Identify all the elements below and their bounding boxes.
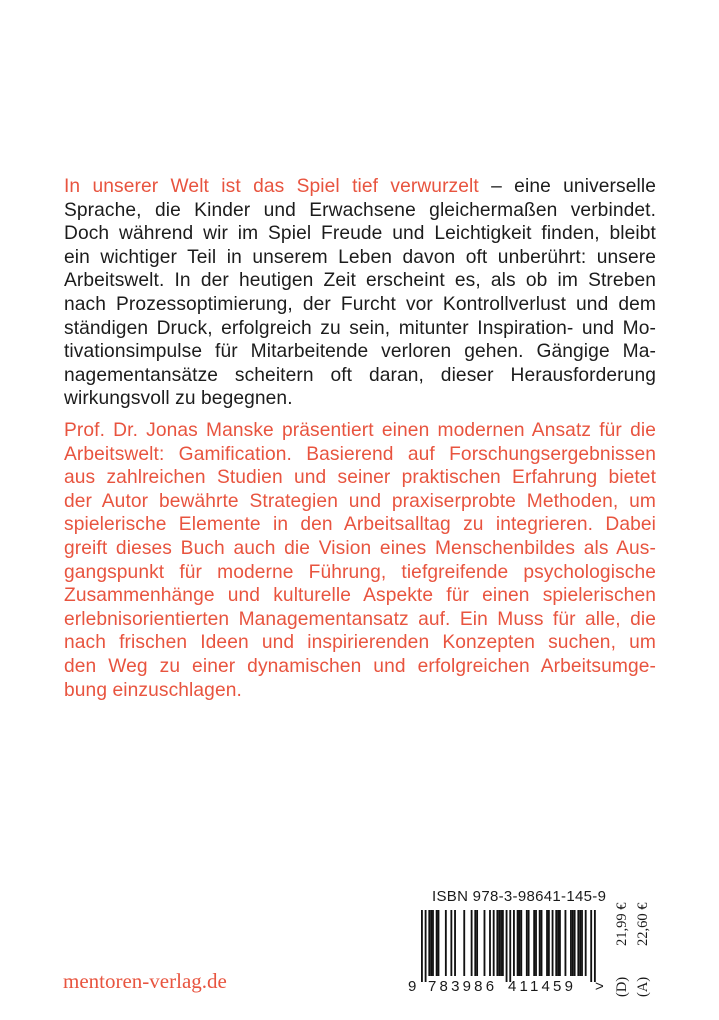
author-line: greift dieses Buch auch die Vision eines Menschenbildes als Aus- — [64, 537, 656, 559]
barcode-digit-first: 9 — [408, 978, 417, 995]
barcode-bar — [421, 910, 423, 982]
author-line: der Autor bewährte Strategien und praxiserprobte Methoden, um — [64, 490, 656, 512]
author-line: aus zahlreichen Studien und seiner praktischen Erfahrung bietet — [64, 467, 656, 489]
author-line: bung einzuschlagen. — [64, 679, 242, 701]
intro-line: Sprache, die Kinder und Erwachsene gleichermaßen verbindet. — [64, 199, 656, 221]
barcode-bar — [520, 910, 522, 976]
author-line: gangspunkt für moderne Führung, tiefgreifende psychologische — [64, 561, 656, 583]
price-country-austria: (A) — [635, 976, 651, 997]
author-line: erlebnisorientierten Managementansatz auf. Ein Muss für alle, die — [64, 608, 656, 630]
publisher-website: mentoren-verlag.de — [63, 969, 227, 993]
price-country-germany: (D) — [614, 976, 630, 997]
intro-line: ständigen Druck, erfolgreich zu sein, mitunter Inspiration- und Mo- — [64, 317, 656, 339]
barcode-bar — [548, 910, 550, 976]
barcode-bar — [574, 910, 576, 976]
barcode-bars — [421, 910, 599, 982]
barcode-bar — [528, 910, 530, 976]
barcode-bar — [555, 910, 557, 976]
barcode-bar — [438, 910, 440, 976]
barcode-block — [408, 888, 608, 1000]
barcode-bar — [509, 910, 511, 982]
barcode-bar — [519, 910, 521, 976]
barcode-bar — [432, 910, 434, 976]
barcode-bar — [526, 910, 528, 976]
author-line: nach frischen Ideen und inspirierenden Konzepten suchen, um — [64, 632, 656, 654]
barcode-end-mark: > — [595, 978, 604, 995]
author-paragraph — [64, 419, 656, 702]
barcode-bar — [474, 910, 476, 976]
barcode-bar — [565, 910, 567, 976]
author-line: Zusammenhänge und kulturelle Aspekte für einen spielerischen — [64, 585, 656, 607]
barcode-bar — [541, 910, 543, 976]
barcode-bar — [430, 910, 432, 976]
barcode-bar — [579, 910, 581, 976]
barcode-bar — [484, 910, 486, 976]
barcode-bar — [463, 910, 465, 976]
author-line: den Weg zu einer dynamischen und erfolgreichen Arbeitsumge- — [64, 655, 656, 677]
barcode-bar — [585, 910, 587, 976]
intro-line: Arbeitswelt. In der heutigen Zeit erscheint es, als ob im Streben — [64, 270, 656, 292]
barcode-bar — [436, 910, 438, 976]
intro-line: In unserer Welt ist das Spiel tief verwurzelt – eine universelle — [64, 176, 656, 197]
intro-line: nach Prozessoptimierung, der Furcht vor Kontrollverlust und dem — [64, 293, 656, 315]
barcode-bar — [535, 910, 537, 976]
barcode-group-right: 411459 — [508, 978, 577, 995]
barcode-bar — [506, 910, 508, 982]
barcode-bar — [577, 910, 579, 976]
barcode-bar — [476, 910, 478, 976]
barcode-bar — [590, 910, 592, 982]
intro-line: ein wichtiger Teil in unserem Leben davon oft unberührt: unsere — [64, 246, 656, 268]
barcode-bar — [513, 910, 515, 976]
barcode-bar — [471, 910, 473, 976]
intro-line: wirkungsvoll zu begegnen. — [64, 388, 293, 410]
barcode-bar — [594, 910, 596, 982]
intro-line: tivationsimpulse für Mitarbeitende verloren gehen. Gängige Ma- — [64, 341, 656, 363]
intro-line: nagementansätze scheitern oft daran, dieser Herausforderung — [64, 364, 656, 386]
author-line: Prof. Dr. Jonas Manske präsentiert einen modernen Ansatz für die — [64, 420, 656, 441]
barcode-group-left: 783986 — [428, 978, 498, 995]
barcode-bar — [454, 910, 456, 976]
barcode-bar — [557, 910, 559, 976]
barcode-bar — [498, 910, 500, 976]
price-austria: 22,60 € — [635, 902, 651, 946]
author-line: Arbeitswelt: Gamification. Basierend auf Forschungsergebnissen — [64, 443, 656, 465]
barcode-bar — [428, 910, 430, 976]
barcode-bar — [496, 910, 498, 976]
barcode-bar — [489, 910, 491, 976]
barcode-bar — [502, 910, 504, 976]
isbn-label: ISBN 978-3-98641-145-9 — [432, 888, 607, 905]
barcode-bar — [425, 910, 427, 982]
barcode-bar — [581, 910, 583, 976]
barcode-bar — [570, 910, 572, 976]
barcode-bar — [559, 910, 561, 976]
barcode-bar — [517, 910, 519, 976]
barcode-bar — [445, 910, 447, 976]
intro-line: Doch während wir im Spiel Freude und Leichtigkeit finden, bleibt — [64, 223, 656, 245]
intro-highlight: In unserer Welt ist das Spiel tief verwurzelt — [64, 176, 479, 197]
intro-paragraph — [64, 175, 656, 411]
barcode-bar — [450, 910, 452, 976]
barcode-bar — [539, 910, 541, 976]
author-line: spielerische Elemente in den Arbeitsalltag zu integrieren. Dabei — [64, 514, 656, 536]
barcode-bar — [552, 910, 554, 976]
barcode-bar — [533, 910, 535, 976]
price-germany: 21,99 € — [614, 902, 630, 946]
barcode-bar — [500, 910, 502, 976]
barcode-bar — [546, 910, 548, 976]
barcode-bar — [572, 910, 574, 976]
barcode-bar — [493, 910, 495, 976]
